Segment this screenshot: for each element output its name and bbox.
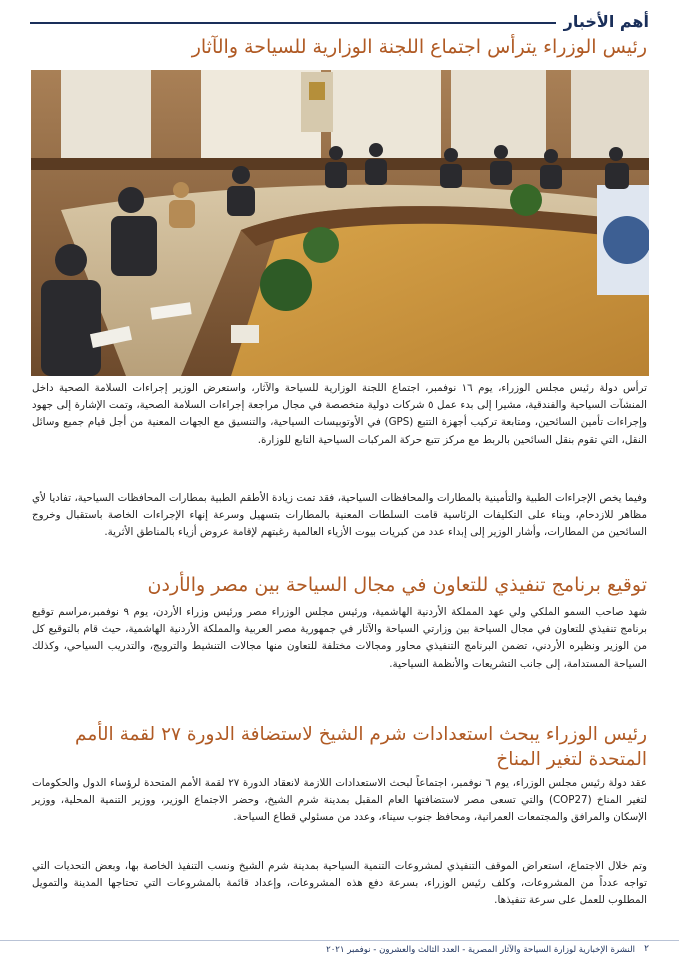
header-rule (30, 22, 559, 24)
article3-paragraph1: عقد دولة رئيس مجلس الوزراء، يوم ٦ نوفمبر، اجتماعاً لبحث الاستعدادات اللازمة لانعقاد الدورة ٢٧ لقمة الأمم المتحدة لرؤساء الدول والحكومات لتغير المناخ (COP27) والتي تسعى مصر لاستضافتها العام المقبل بمدينة شرم الشيخ، وحضر الاجتماع الوزير، ووزير التنمية المحلية، ووزير الإسكان والمرافق والمجتمعات العمرانية، ومحافظ جنوب سيناء، وعدد من مسئولي قطاع السياحة. (32, 777, 648, 824)
section-label: أهم الأخبار (556, 12, 649, 31)
article3-title: رئيس الوزراء يبحث استعدادات شرم الشيخ لاستضافة الدورة ٢٧ لقمة الأمم المتحدة لتغير المناخ (75, 724, 647, 770)
meeting-photo (31, 70, 649, 376)
article3-paragraph2: وتم خلال الاجتماع، استعراض الموقف التنفيذي لمشروعات التنمية السياحية بمدينة شرم الشيخ ونسب التنفيذ الخاصة بها، وبعض التحديات التي تواجه عدداً من المشروعات، وكلف رئيس الوزراء، بسرعة دفع هذه المشروعات، وإعداد قائمة بالمشروعات التي تحتاجها المدينة والتمويل المطلوب للعمل على سرعة تنفيذها. (32, 860, 647, 907)
article2-paragraph1: شهد صاحب السمو الملكي ولي عهد المملكة الأردنية الهاشمية، ورئيس مجلس الوزراء مصر ورئيس وزراء الأردن، يوم ٩ نوفمبر،مراسم توقيع برنامج تنفيذي للتعاون في مجال السياحة بين وزارتي السياحة والآثار في جمهورية مصر العربية والمملكة الأردنية الهاشمية، حيث قام بالتوقيع كل من الوزير ونظيره الأردني، تضمن البرنامج التنفيذي محاور ومجالات مختلفة للتعاون منها مجالات التنشيط والترويج، والتدريب السياحي، وكذلك السياحة المستدامة، إلى جانب التشريعات والأنظمة السياحية. (32, 606, 647, 670)
article1-title: رئيس الوزراء يترأس اجتماع اللجنة الوزارية للسياحة والآثار (191, 36, 647, 58)
article1-paragraph1: ترأس دولة رئيس مجلس الوزراء، يوم ١٦ نوفمبر، اجتماع اللجنة الوزارية للسياحة والآثار، واستعرض الوزير إجراءات السلامة الصحية داخل المنشآت السياحية والفندقية، مشيرا إلى بدء عمل ٥ شركات دولية متخصصة في مجال مراجعة إجراءات السلامة الصحية، وتمت الإشارة إلى جهود وإجراءات تأمين السائحين، ومتابعة تركيب أجهزة التتبع (GPS) في الأوتوبيسات السياحية، والتنسيق مع الجهات المعنية من أجل قيام جميع وسائل النقل، التي تقوم بنقل السائحين بالربط مع مركز تتبع حركة المركبات السياحية التابع للوزارة. (32, 382, 648, 446)
page-number: ٢ (644, 944, 649, 954)
article1-paragraph2: وفيما يخص الإجراءات الطبية والتأمينية بالمطارات والمحافظات السياحية، فقد تمت زيادة الأطقم الطبية بمطارات المحافظات السياحية، تفاديا لأي مظاهر للازدحام، وبناء على التكليفات الرئاسية قامت السلطات المعنية بالمطارات بتسهيل وسرعة إنهاء الإجراءات الخاصة باستقبال وخروج السائحين من المطارات، وأشار الوزير إلى إبداء عدد من كبريات بيوت الأزياء العالمية رغبتهم لإقامة عروض أزياء بالمناطق الأثرية. (32, 492, 647, 539)
meeting-photo-illustration (31, 70, 649, 376)
article2-title: توقيع برنامج تنفيذي للتعاون في مجال السياحة بين مصر والأردن (147, 574, 647, 596)
section-header (30, 6, 649, 40)
page-footer (0, 940, 679, 961)
footer-text: النشرة الإخبارية لوزارة السياحة والآثار المصرية - العدد الثالث والعشرون - نوفمبر ٢٠٢١ (326, 945, 635, 955)
